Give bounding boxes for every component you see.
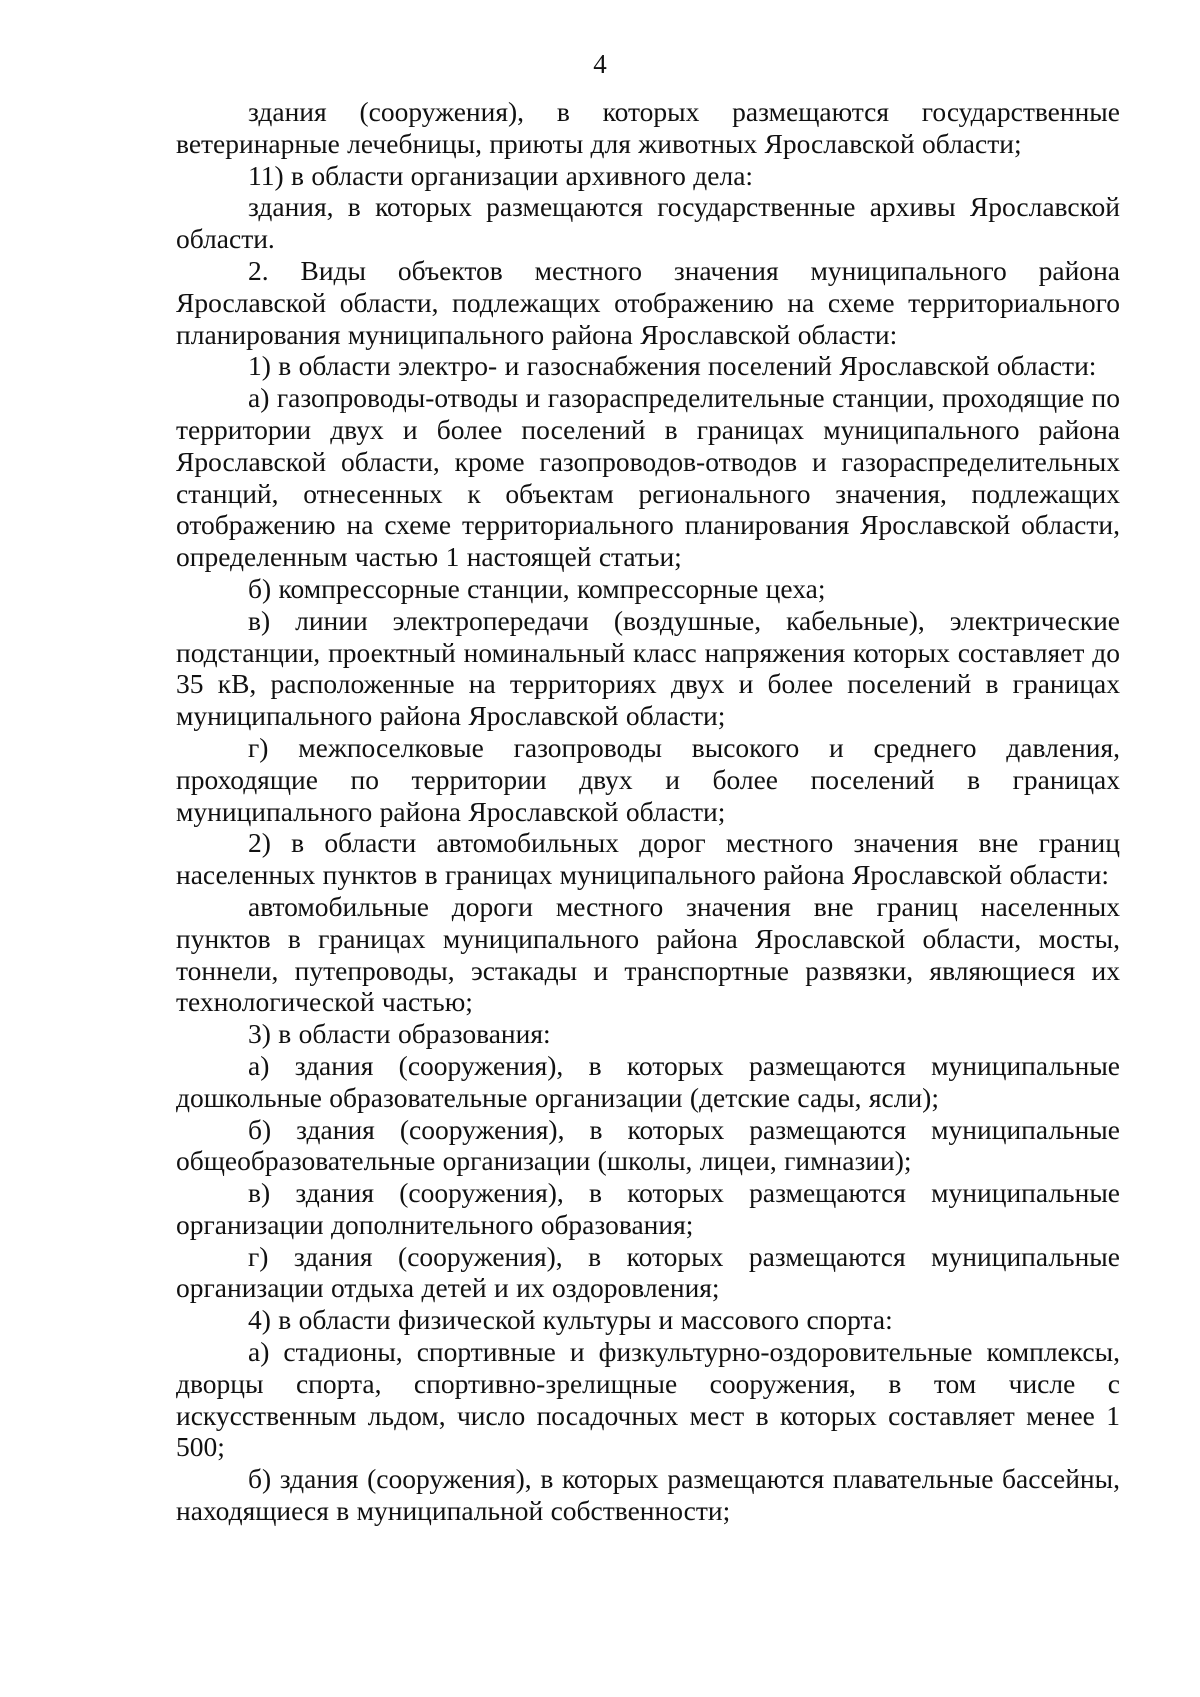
paragraph-swimming-pools: б) здания (сооружения), в которых размещаются плавательные бассейны, находящиеся в муниципальной собственности;	[176, 1463, 1120, 1527]
paragraph-additional-education: в) здания (сооружения), в которых размещаются муниципальные организации дополнительного образования;	[176, 1177, 1120, 1240]
paragraph-children-recreation: г) здания (сооружения), в которых размещаются муниципальные организации отдыха детей и их оздоровления;	[176, 1240, 1120, 1304]
paragraph-energy-heading: 1) в области электро- и газоснабжения поселений Ярославской области:	[248, 350, 1097, 382]
paragraph-sport-heading: 4) в области физической культуры и массового спорта:	[248, 1304, 893, 1336]
paragraph-education-heading: 3) в области образования:	[248, 1018, 551, 1050]
page-number: 4	[593, 49, 607, 79]
paragraph-veterinary-buildings: здания (сооружения), в которых размещаются государственные ветеринарные лечебницы, приюты для животных Ярославской области;	[176, 96, 1120, 159]
paragraph-roads-objects: автомобильные дороги местного значения вне границ населенных пунктов в границах муниципального района Ярославской области, мосты, тоннели, путепроводы, эстакады и транспортные развязки, являющиеся их технологической частью;	[176, 890, 1120, 1018]
paragraph-stadiums: а) стадионы, спортивные и физкультурно-оздоровительные комплексы, дворцы спорта, спортивно-зрелищные сооружения, в том числе с искусственным льдом, число посадочных мест в которых составляет менее 1 500;	[176, 1336, 1120, 1463]
paragraph-section-2-intro: 2. Виды объектов местного значения муниципального района Ярославской области, подлежащих отображению на схеме территориального планирования муниципального района Ярославской области:	[176, 254, 1120, 350]
paragraph-roads-heading: 2) в области автомобильных дорог местного значения вне границ населенных пунктов в границах муниципального района Ярославской области:	[176, 827, 1120, 891]
paragraph-power-lines: в) линии электропередачи (воздушные, кабельные), электрические подстанции, проектный номинальный класс напряжения которых составляет до 35 кВ, расположенные на территориях двух и более поселений в границах муниципального района Ярославской области;	[176, 604, 1120, 732]
paragraph-gas-pipelines: а) газопроводы-отводы и газораспределительные станции, проходящие по территории двух и более поселений в границах муниципального района Ярославской области, кроме газопроводов-отводов и газораспределительных станций, отнесенных к объектам регионального значения, подлежащих отображению на схеме территориального планирования Ярославской области, определенным частью 1 настоящей статьи;	[176, 382, 1120, 573]
paragraph-intersettlement-gas: г) межпоселковые газопроводы высокого и среднего давления, проходящие по территории двух и более поселений в границах муниципального района Ярославской области;	[176, 731, 1120, 827]
document-body	[176, 96, 1120, 1527]
paragraph-archives-heading: 11) в области организации архивного дела:	[248, 159, 754, 191]
paragraph-archives-buildings: здания, в которых размещаются государственные архивы Ярославской области.	[176, 191, 1120, 255]
paragraph-preschool: а) здания (сооружения), в которых размещаются муниципальные дошкольные образовательные организации (детские сады, ясли);	[176, 1049, 1120, 1113]
paragraph-compressor-stations: б) компрессорные станции, компрессорные цеха;	[248, 572, 826, 604]
paragraph-general-education: б) здания (сооружения), в которых размещаются муниципальные общеобразовательные организации (школы, лицеи, гимназии);	[176, 1113, 1120, 1177]
